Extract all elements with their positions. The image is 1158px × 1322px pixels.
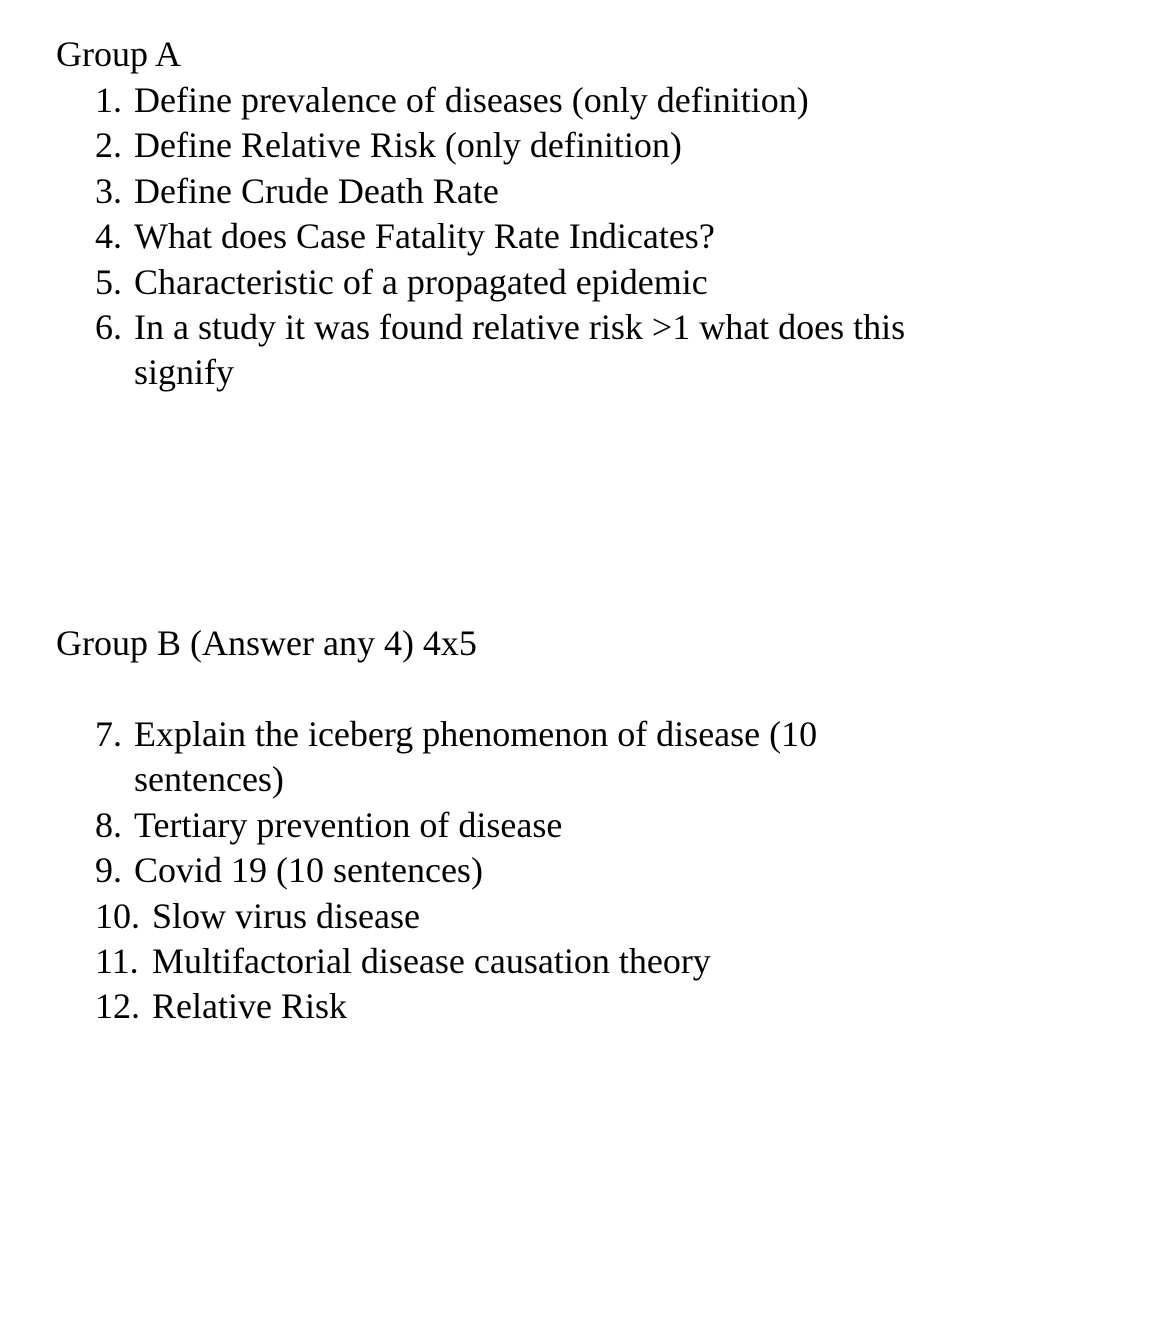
question-text: Define Crude Death Rate [134,170,499,211]
question-item [0,939,992,984]
question-number: 8. [95,804,122,845]
question-number: 12. [95,986,140,1027]
question-text: In a study it was found relative risk >1 what does this signify [134,307,906,393]
question-item [0,848,974,893]
question-number: 9. [95,850,122,891]
question-number: 7. [95,714,122,754]
question-item [0,803,974,848]
question-text: Define prevalence of diseases (only definition) [134,80,809,120]
question-text: Relative Risk [152,986,347,1027]
question-number: 11. [95,941,139,982]
group-b-question-list [0,712,1158,1030]
question-text: Slow virus disease [152,895,420,936]
question-number: 2. [95,125,122,166]
question-number: 5. [95,261,122,302]
question-text: Multifactorial disease causation theory [152,941,711,982]
question-number: 6. [95,307,122,348]
question-item [0,712,874,803]
question-number: 4. [95,216,122,257]
question-item [0,78,974,123]
question-item [0,214,974,259]
question-item [0,169,974,214]
question-item [0,894,992,939]
group-a-heading: Group A [56,34,181,74]
question-item [0,305,974,396]
question-text: Explain the iceberg phenomenon of disease (10 sentences) [134,714,818,800]
question-text: Characteristic of a propagated epidemic [134,261,708,302]
group-b-heading: Group B (Answer any 4) 4x5 [56,623,477,663]
group-a-question-list [0,78,1158,396]
question-number: 3. [95,170,122,211]
question-text: Covid 19 (10 sentences) [134,850,483,891]
question-number: 10. [95,895,140,936]
question-text: Define Relative Risk (only definition) [134,125,682,166]
question-item [0,260,974,305]
question-text: Tertiary prevention of disease [134,804,563,845]
question-item [0,123,974,168]
question-item [0,984,992,1029]
question-number: 1. [95,80,122,120]
question-text: What does Case Fatality Rate Indicates? [134,216,715,257]
